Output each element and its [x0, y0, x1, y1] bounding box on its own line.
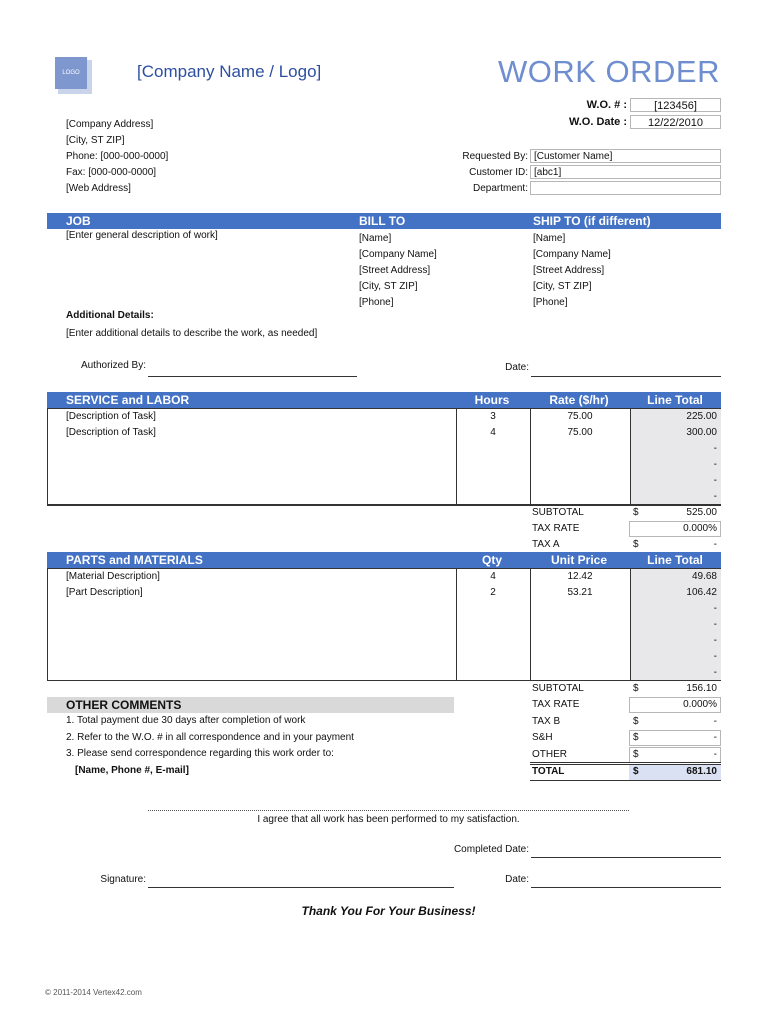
job-header-bar [47, 213, 721, 229]
subtotal-label: SUBTOTAL [532, 683, 584, 694]
agreement-divider [148, 810, 629, 811]
company-fax: Fax: [000-000-0000] [66, 167, 157, 178]
service-col-total: Line Total [647, 393, 703, 407]
comment-line: 3. Please send correspondence regarding this work order to: [66, 748, 334, 759]
service-row-qty[interactable] [456, 489, 530, 505]
wo-date-label: W.O. Date : [568, 116, 627, 128]
authorized-date-line[interactable] [531, 363, 721, 377]
taxrate-label: TAX RATE [532, 699, 580, 710]
signature-date-line[interactable] [531, 875, 721, 888]
service-row-rate[interactable] [530, 457, 630, 473]
signature-label: Signature: [100, 874, 146, 885]
department-field[interactable] [530, 181, 721, 195]
parts-row-rate[interactable] [530, 649, 630, 665]
service-row-qty[interactable] [456, 473, 530, 489]
parts-row-qty[interactable] [456, 665, 530, 681]
wo-number-label: W.O. # : [586, 99, 627, 111]
company-phone: Phone: [000-000-0000] [66, 151, 169, 162]
thank-you-text: Thank You For Your Business! [301, 904, 476, 918]
subtotal-currency: $ [633, 683, 639, 694]
completed-date-line[interactable] [531, 845, 721, 858]
bill-to-company[interactable]: [Company Name] [359, 249, 437, 260]
ship-to-company[interactable]: [Company Name] [533, 249, 611, 260]
authorized-by-label: Authorized By: [80, 360, 146, 371]
parts-row-total: 106.42 [686, 587, 717, 598]
parts-row-total: - [713, 635, 717, 646]
parts-row-rate[interactable] [530, 633, 630, 649]
requested-by-label: Requested By: [462, 151, 528, 162]
signature-line[interactable] [148, 875, 454, 888]
service-row-rate[interactable]: 75.00 [567, 411, 593, 422]
service-row-total: 225.00 [686, 411, 717, 422]
ship-to-block [533, 231, 611, 311]
parts-row-rate[interactable] [530, 617, 630, 633]
parts-row-rate[interactable] [530, 601, 630, 617]
service-subtotal-value: 525.00 [686, 507, 717, 518]
other-currency: $ [633, 749, 639, 760]
ship-to-name[interactable]: [Name] [533, 233, 566, 244]
service-row-total: - [713, 443, 717, 454]
sh-currency: $ [633, 732, 639, 743]
service-row-qty[interactable] [456, 441, 530, 457]
comments-header: OTHER COMMENTS [47, 697, 454, 713]
parts-col-price: Unit Price [550, 553, 607, 567]
service-row-rate[interactable] [530, 441, 630, 457]
service-header-bar [47, 392, 721, 408]
service-col-rate: Rate ($/hr) [549, 393, 609, 407]
company-city: [City, ST ZIP] [66, 135, 125, 146]
parts-row-description[interactable] [66, 617, 451, 633]
parts-row-rate[interactable]: 12.42 [567, 571, 593, 582]
page-title: WORK ORDER [498, 54, 720, 89]
parts-row-description[interactable] [66, 665, 451, 681]
parts-row-qty[interactable] [456, 649, 530, 665]
parts-row-description[interactable] [66, 649, 451, 665]
parts-row-rate[interactable]: 53.21 [567, 587, 593, 598]
taxb-label: TAX B [532, 716, 561, 727]
total-bottom-rule [530, 780, 721, 781]
parts-row-qty[interactable]: 4 [490, 571, 496, 582]
service-row-qty[interactable]: 3 [490, 411, 496, 422]
service-table [47, 408, 721, 505]
total-value: 681.10 [686, 766, 717, 777]
service-header: SERVICE and LABOR [66, 393, 190, 407]
service-row-total: - [713, 491, 717, 502]
company-address: [Company Address] [66, 119, 154, 130]
department-label: Department: [472, 183, 528, 194]
parts-row-total: - [713, 651, 717, 662]
parts-row-qty[interactable] [456, 601, 530, 617]
customer-id-label: Customer ID: [469, 167, 528, 178]
sh-value: - [713, 732, 717, 743]
additional-details-text[interactable]: [Enter additional details to describe the work, as needed] [66, 328, 318, 339]
service-taxrate-label: TAX RATE [532, 523, 580, 534]
parts-row-qty[interactable]: 2 [490, 587, 496, 598]
bill-to-name[interactable]: [Name] [359, 233, 392, 244]
service-row-rate[interactable]: 75.00 [567, 427, 593, 438]
customer-id-field[interactable]: [abc1] [530, 165, 721, 179]
comment-contact[interactable]: [Name, Phone #, E-mail] [75, 764, 189, 776]
service-row-description[interactable] [66, 473, 451, 489]
job-description[interactable]: [Enter general description of work] [66, 230, 218, 241]
service-subtotal-label: SUBTOTAL [532, 507, 584, 518]
company-address-block [66, 117, 168, 197]
service-row-total: 300.00 [686, 427, 717, 438]
ship-to-header: SHIP TO (if different) [533, 214, 651, 228]
service-row-rate[interactable] [530, 489, 630, 505]
parts-row-total: - [713, 667, 717, 678]
service-tax-value: - [713, 539, 717, 550]
bill-to-block [359, 231, 437, 311]
comments-list [66, 713, 354, 779]
parts-col-total: Line Total [647, 553, 703, 567]
signature-date-label: Date: [505, 874, 529, 885]
company-web: [Web Address] [66, 183, 131, 194]
service-tax-label: TAX A [532, 539, 560, 550]
service-row-description[interactable]: [Description of Task] [66, 427, 156, 438]
parts-row-rate[interactable] [530, 665, 630, 681]
parts-header-bar [47, 552, 721, 568]
total-currency: $ [633, 766, 639, 777]
taxb-currency: $ [633, 716, 639, 727]
parts-row-description[interactable]: [Part Description] [66, 587, 143, 598]
subtotal-value: 156.10 [686, 683, 717, 694]
job-header: JOB [66, 214, 91, 228]
service-col-hours: Hours [474, 393, 510, 407]
service-subtotal-currency: $ [633, 507, 639, 518]
service-tax-currency: $ [633, 539, 639, 550]
service-row-rate[interactable] [530, 473, 630, 489]
service-row-description[interactable] [66, 489, 451, 505]
parts-table [47, 568, 721, 681]
parts-row-description[interactable] [66, 601, 451, 617]
agreement-text: I agree that all work has been performed to my satisfaction. [257, 814, 520, 825]
comment-line: 1. Total payment due 30 days after completion of work [66, 715, 306, 726]
sh-label: S&H [532, 732, 553, 743]
additional-details-label: Additional Details: [66, 310, 154, 321]
requested-by-field[interactable]: [Customer Name] [530, 149, 721, 163]
service-row-description[interactable] [66, 441, 451, 457]
company-name: [Company Name / Logo] [137, 62, 322, 81]
copyright-text: © 2011-2014 Vertex42.com [45, 988, 142, 997]
service-row-description[interactable] [66, 457, 451, 473]
parts-row-total: - [713, 603, 717, 614]
other-value: - [713, 749, 717, 760]
service-row-qty[interactable] [456, 457, 530, 473]
parts-row-qty[interactable] [456, 617, 530, 633]
comment-line: 2. Refer to the W.O. # in all correspondence and in your payment [66, 731, 354, 743]
bill-to-phone[interactable]: [Phone] [359, 297, 394, 308]
service-row-description[interactable]: [Description of Task] [66, 411, 156, 422]
ship-to-phone[interactable]: [Phone] [533, 297, 568, 308]
wo-date-field[interactable]: 12/22/2010 [630, 115, 721, 129]
ship-to-street[interactable]: [Street Address] [533, 265, 605, 276]
bill-to-street[interactable]: [Street Address] [359, 265, 431, 276]
authorized-date-label: Date: [505, 362, 529, 373]
parts-row-description[interactable]: [Material Description] [66, 571, 160, 582]
service-row-qty[interactable]: 4 [490, 427, 496, 438]
parts-row-description[interactable] [66, 633, 451, 649]
ship-to-city[interactable]: [City, ST ZIP] [533, 281, 592, 292]
service-bottom-line [47, 505, 721, 506]
other-label: OTHER [532, 749, 567, 760]
logo: LOGO [55, 57, 87, 89]
wo-number-field[interactable]: [123456] [630, 98, 721, 112]
taxrate-value: 0.000% [683, 699, 717, 710]
parts-row-total: 49.68 [691, 571, 717, 582]
parts-row-qty[interactable] [456, 633, 530, 649]
service-row-total: - [713, 459, 717, 470]
parts-header: PARTS and MATERIALS [66, 553, 203, 567]
service-row-total: - [713, 475, 717, 486]
completed-date-label: Completed Date: [453, 844, 529, 855]
taxb-value: - [713, 716, 717, 727]
bill-to-city[interactable]: [City, ST ZIP] [359, 281, 418, 292]
parts-col-qty: Qty [481, 553, 502, 567]
bill-to-header: BILL TO [359, 214, 406, 228]
authorized-by-line[interactable] [148, 363, 357, 377]
service-taxrate-value: 0.000% [683, 523, 717, 534]
total-label: TOTAL [532, 766, 565, 777]
parts-row-total: - [713, 619, 717, 630]
